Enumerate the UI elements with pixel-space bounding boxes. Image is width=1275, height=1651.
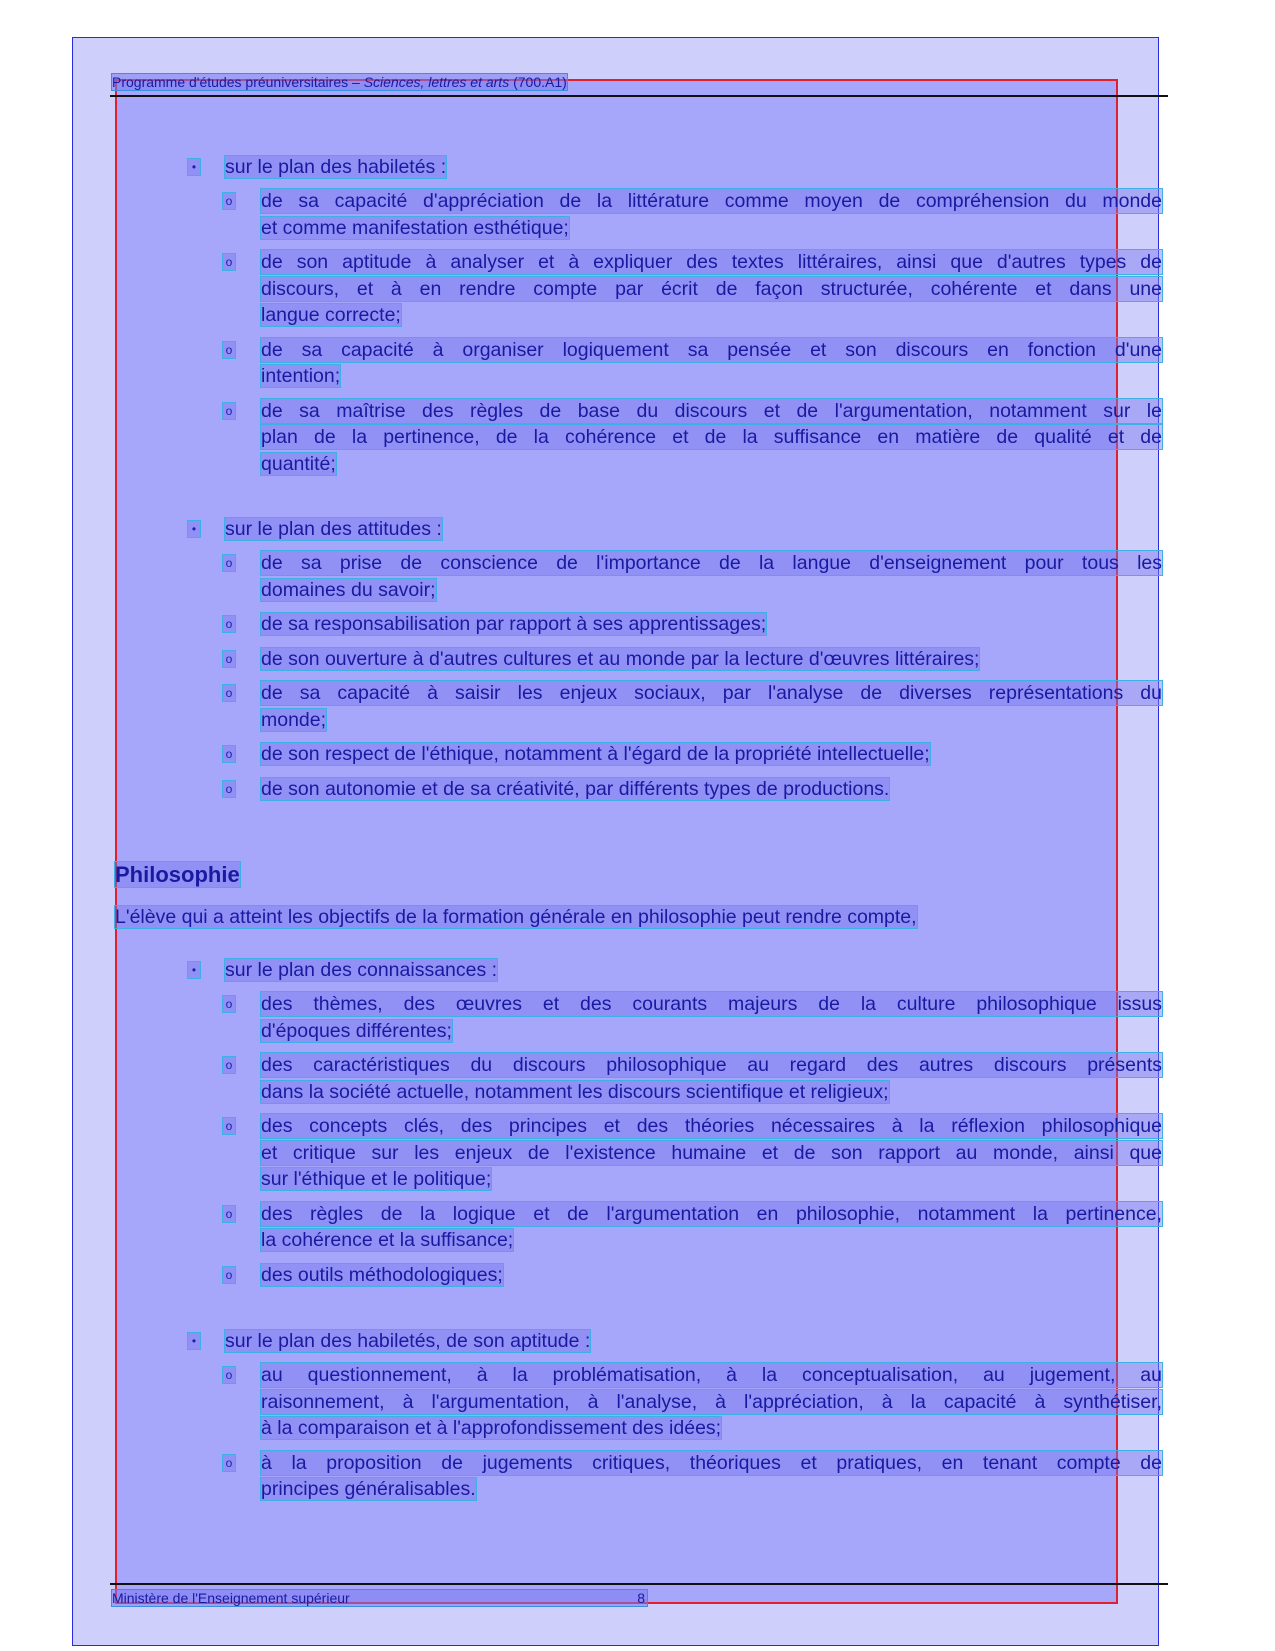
level1-heading-text: sur le plan des connaissances : xyxy=(225,959,498,981)
list-item-line xyxy=(261,216,569,240)
level2-bullet-icon: o xyxy=(223,616,235,632)
level2-bullet-icon: o xyxy=(223,1455,235,1471)
list-item-line-text: langue correcte; xyxy=(261,304,401,326)
list-item-line: des concepts clés, des principes et des théories nécessaires à la réflexion philosophique xyxy=(261,1115,1162,1137)
list-item-line xyxy=(261,742,930,766)
level2-bullet-icon: o xyxy=(223,193,235,209)
list-item-line xyxy=(261,1167,491,1191)
list-item-line-text: de son respect de l'éthique, notamment à l'égard de la propriété intellectuelle; xyxy=(261,743,930,765)
list-item-line-text: de sa responsabilisation par rapport à ses apprentissages; xyxy=(261,613,767,635)
list-item-line: et critique sur les enjeux de l'existence humaine et de son rapport au monde, ainsi que xyxy=(261,1141,1162,1164)
list-item-line-text: monde; xyxy=(261,708,327,731)
level2-bullet-icon: o xyxy=(223,1057,235,1073)
philosophie-intro xyxy=(115,905,917,929)
list-item-line-text: et comme manifestation esthétique; xyxy=(261,216,569,239)
header-program-prefix: Programme d'études préuniversitaires – xyxy=(112,74,364,90)
section-title-philosophie xyxy=(115,862,240,888)
level1-heading xyxy=(225,155,446,179)
level1-bullet-icon: • xyxy=(188,962,200,978)
list-item-line xyxy=(261,1080,889,1104)
level1-heading-text: sur le plan des habiletés, de son aptitude : xyxy=(225,1330,591,1352)
list-item-line: des règles de la logique et de l'argumentation en philosophie, notamment la pertinence, xyxy=(261,1202,1162,1225)
list-item-line: discours, et à en rendre compte par écrit de façon structurée, cohérente et dans une xyxy=(261,277,1162,300)
level2-bullet-icon: o xyxy=(223,746,235,762)
level2-bullet-icon: o xyxy=(223,685,235,701)
list-item-line: de sa maîtrise des règles de base du discours et de l'argumentation, notamment sur le xyxy=(261,399,1162,422)
level2-bullet-icon: o xyxy=(223,651,235,667)
level2-bullet-icon: o xyxy=(223,1206,235,1222)
list-item-line: plan de la pertinence, de la cohérence et de la suffisance en matière de qualité et de xyxy=(261,426,1162,448)
list-item-line: à la proposition de jugements critiques, théoriques et pratiques, en tenant compte de xyxy=(261,1451,1162,1474)
list-item-line-text: la cohérence et la suffisance; xyxy=(261,1229,514,1251)
list-item-line xyxy=(261,612,766,636)
level1-heading xyxy=(225,958,497,982)
list-item-line xyxy=(261,1228,513,1252)
list-item-line xyxy=(261,777,889,801)
list-item-line xyxy=(261,1019,452,1043)
list-item-line: de son aptitude à analyser et à expliquer des textes littéraires, ainsi que d'autres types de xyxy=(261,251,1162,273)
list-item-line: raisonnement, à l'argumentation, à l'analyse, à l'appréciation, à la capacité à synthétiser, xyxy=(261,1390,1162,1413)
header-rule xyxy=(110,95,1168,97)
list-item-line-text: intention; xyxy=(261,365,341,387)
level2-bullet-icon: o xyxy=(223,1118,235,1134)
list-item-line: de sa capacité d'appréciation de la littérature comme moyen de compréhension du monde xyxy=(261,190,1162,212)
list-item-line xyxy=(261,1477,476,1501)
level2-bullet-icon: o xyxy=(223,403,235,419)
level1-heading xyxy=(225,517,442,541)
level2-bullet-icon: o xyxy=(223,781,235,797)
page-footer xyxy=(112,1590,647,1606)
header-program-title: Sciences, lettres et arts xyxy=(363,74,510,90)
header-program-code: (700.A1) xyxy=(509,74,567,90)
list-item-line: de sa prise de conscience de l'importance de la langue d'enseignement pour tous les xyxy=(261,552,1162,574)
list-item-line: de sa capacité à saisir les enjeux sociaux, par l'analyse de diverses représentations du xyxy=(261,682,1162,704)
list-item-line-text: à la comparaison et à l'approfondissement des idées; xyxy=(261,1417,722,1439)
list-item-line-text: de son autonomie et de sa créativité, par différents types de productions. xyxy=(261,777,890,800)
list-item-line-text: quantité; xyxy=(261,452,336,475)
list-item-line xyxy=(261,364,340,388)
list-item-line xyxy=(261,1416,721,1440)
page-number: 8 xyxy=(637,1590,645,1606)
list-item-line xyxy=(261,1263,503,1287)
level2-bullet-icon: o xyxy=(223,1367,235,1383)
list-item-line: des caractéristiques du discours philosophique au regard des autres discours présents xyxy=(261,1054,1162,1076)
list-item-line-text: principes généralisables. xyxy=(261,1478,476,1500)
level2-bullet-icon: o xyxy=(223,342,235,358)
list-item-line xyxy=(261,647,979,671)
level1-heading xyxy=(225,1329,590,1353)
footer-ministry: Ministère de l'Enseignement supérieur xyxy=(112,1590,350,1606)
level1-bullet-icon: • xyxy=(188,159,200,175)
page-header xyxy=(112,74,567,90)
list-item-line-text: dans la société actuelle, notamment les discours scientifique et religieux; xyxy=(261,1080,889,1103)
list-item-line-text: de son ouverture à d'autres cultures et au monde par la lecture d'œuvres littéraires; xyxy=(261,647,980,670)
list-item-line xyxy=(261,708,326,732)
list-item-line xyxy=(261,303,401,327)
list-item-line xyxy=(261,452,336,476)
level1-heading-text: sur le plan des habiletés : xyxy=(225,156,447,178)
level1-heading-text: sur le plan des attitudes : xyxy=(225,518,442,540)
level1-bullet-icon: • xyxy=(188,521,200,537)
list-item-line xyxy=(261,578,436,602)
list-item-line-text: des outils méthodologiques; xyxy=(261,1263,503,1286)
philosophie-intro-text: L'élève qui a atteint les objectifs de la formation générale en philosophie peut rendre compte, xyxy=(115,906,917,928)
list-item-line-text: domaines du savoir; xyxy=(261,578,436,601)
level2-bullet-icon: o xyxy=(223,555,235,571)
level2-bullet-icon: o xyxy=(223,1267,235,1283)
level2-bullet-icon: o xyxy=(223,996,235,1012)
list-item-line: des thèmes, des œuvres et des courants majeurs de la culture philosophique issus xyxy=(261,993,1162,1015)
section-title-text: Philosophie xyxy=(115,862,240,887)
list-item-line-text: sur l'éthique et le politique; xyxy=(261,1168,492,1190)
list-item-line: au questionnement, à la problématisation, à la conceptualisation, au jugement, au xyxy=(261,1364,1162,1386)
level1-bullet-icon: • xyxy=(188,1333,200,1349)
list-item-line-text: d'époques différentes; xyxy=(261,1019,452,1042)
footer-rule xyxy=(110,1583,1168,1585)
level2-bullet-icon: o xyxy=(223,254,235,270)
list-item-line: de sa capacité à organiser logiquement sa pensée et son discours en fonction d'une xyxy=(261,338,1162,361)
